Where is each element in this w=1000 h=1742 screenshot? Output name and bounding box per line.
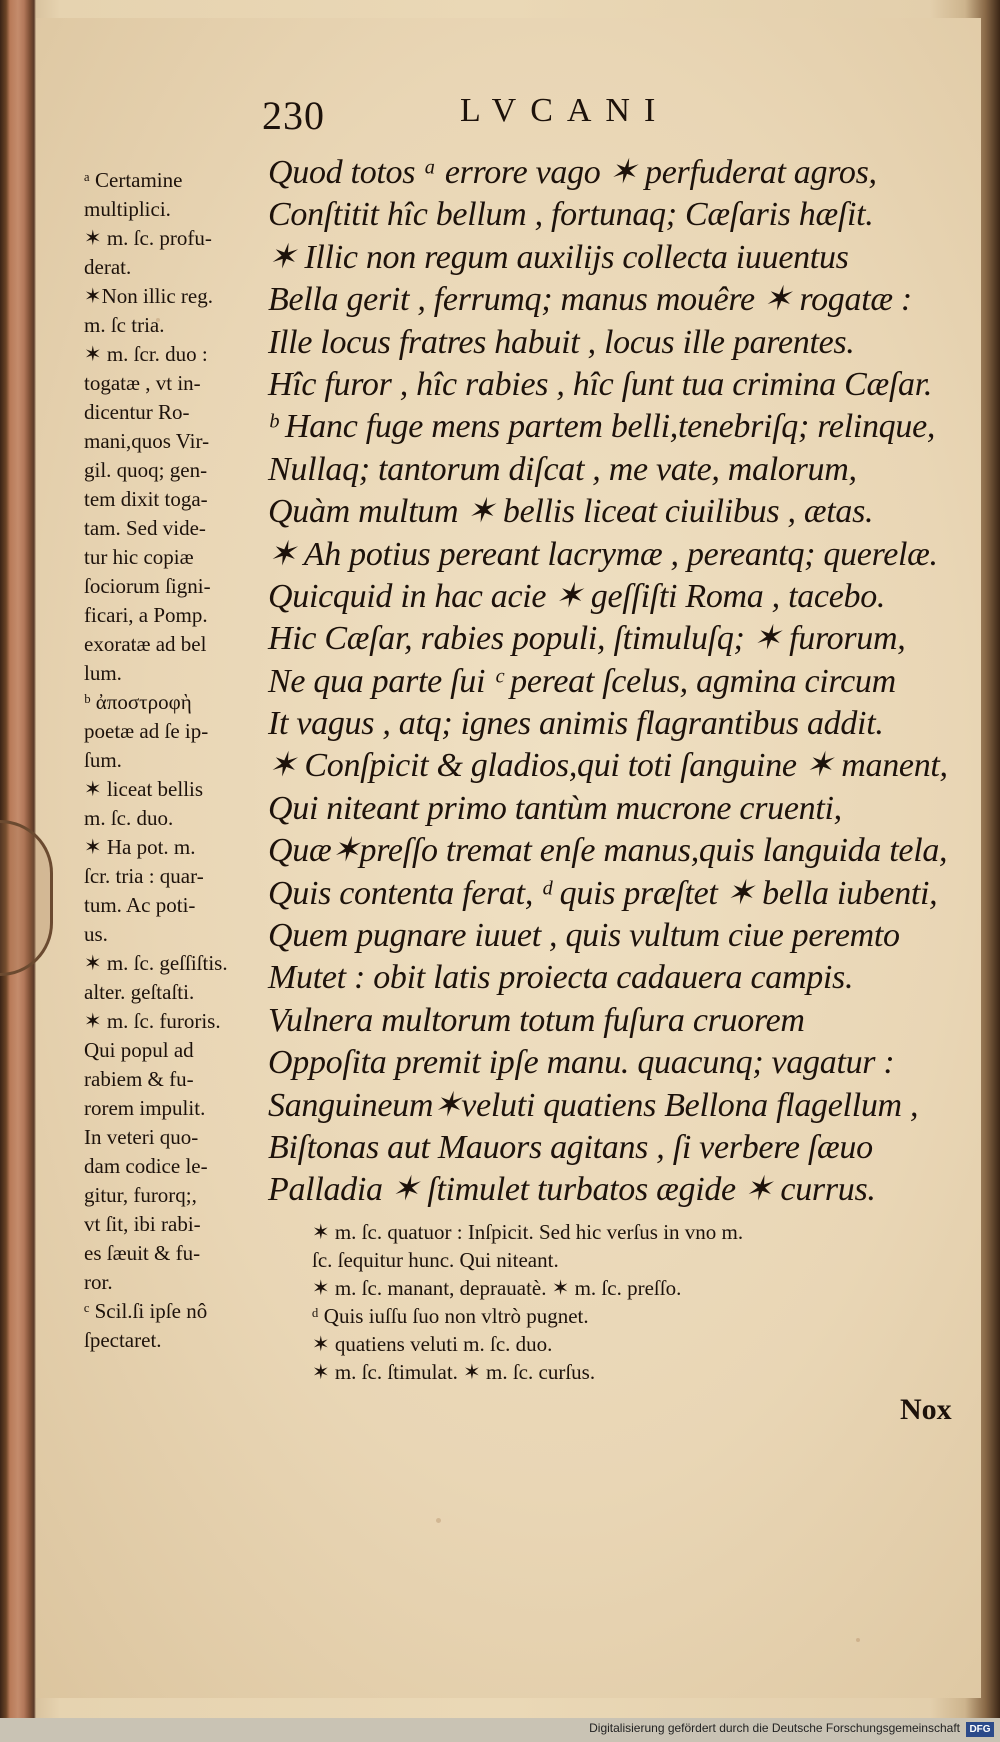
margin-note-line: m. ſc tria.: [84, 313, 165, 337]
margin-note-line: ✶Non illic reg.: [84, 284, 213, 308]
margin-note-line: In veteri quo-: [84, 1125, 199, 1149]
margin-note-line: togatæ , vt in-: [84, 371, 201, 395]
footnote-line: ſc. ſequitur hunc. Qui niteant.: [312, 1248, 559, 1272]
margin-note-line: ſociorum ſigni-: [84, 574, 211, 598]
margin-note-line: gil. quoq; gen-: [84, 458, 208, 482]
margin-note-line: ficari, a Pomp.: [84, 603, 208, 627]
margin-note-line: us.: [84, 922, 108, 946]
digitization-credit-bar: [0, 1718, 1000, 1742]
footnote-line: ✶ m. ſc. ſtimulat. ✶ m. ſc. curſus.: [312, 1360, 596, 1384]
margin-note-line: rabiem & fu-: [84, 1067, 194, 1091]
margin-note-line: vt ſit, ibi rabi-: [84, 1212, 201, 1236]
margin-note-line: ✶ m. ſc. geſſiſtis.: [84, 951, 228, 975]
margin-note-line: dicentur Ro-: [84, 400, 190, 424]
verse-line: Hîc furor , hîc rabies , hîc ſunt tua crimina Cæſar.: [268, 365, 933, 403]
margin-note-line: tum. Ac poti-: [84, 893, 196, 917]
margin-note-line: ror.: [84, 1270, 113, 1294]
footnotes: [312, 1218, 952, 1386]
margin-note-line: gitur, furorq;,: [84, 1183, 197, 1207]
margin-note-line: mani,quos Vir-: [84, 429, 210, 453]
footnote-line: ✶ quatiens veluti m. ſc. duo.: [312, 1332, 553, 1356]
verse-line: Quàm multum ✶ bellis liceat ciuilibus , ætas.: [268, 493, 874, 531]
verse-line: Qui niteant primo tantùm mucrone cruenti,: [268, 789, 842, 827]
margin-note-line: derat.: [84, 255, 132, 279]
verse-line: Quæ✶preſſo tremat enſe manus,quis languida tela,: [268, 832, 948, 870]
margin-note-line: exoratæ ad bel: [84, 632, 207, 656]
margin-note-line: rorem impulit.: [84, 1096, 206, 1120]
verse-line: Ne qua parte ſui ᶜ pereat ſcelus, agmina circum: [268, 662, 896, 700]
verse-line: Palladia ✶ ſtimulet turbatos ægide ✶ currus.: [268, 1171, 876, 1209]
margin-note-line: ✶ Ha pot. m.: [84, 835, 196, 859]
verse-line: Sanguineum✶veluti quatiens Bellona flagellum ,: [268, 1086, 919, 1124]
margin-note-line: ſpectaret.: [84, 1328, 162, 1352]
footnote-line: ✶ m. ſc. manant, deprauatè. ✶ m. ſc. preſſo.: [312, 1276, 682, 1300]
marginal-notes: [84, 166, 279, 1355]
margin-note-line: poetæ ad ſe ip-: [84, 719, 209, 743]
margin-note-line: ᶜ Scil.ſi ipſe nô: [84, 1299, 208, 1323]
page-number: 230: [262, 93, 325, 138]
verse-line: ✶ Conſpicit & gladios,qui toti ſanguine ✶ manent,: [268, 747, 948, 785]
verse-line: Ille locus fratres habuit , locus ille parentes.: [268, 323, 855, 361]
margin-note-line: ✶ m. ſc. furoris.: [84, 1009, 221, 1033]
verse-line: ✶ Illic non regum auxilijs collecta iuuentus: [268, 238, 849, 276]
margin-note-line: ſum.: [84, 748, 122, 772]
verse-line: Quod totos ᵃ errore vago ✶ perfuderat agros,: [268, 154, 877, 191]
margin-note-line: multiplici.: [84, 197, 171, 221]
margin-note-line: ✶ liceat bellis: [84, 777, 204, 801]
page-header: [0, 92, 1000, 142]
footnote-line: ᵈ Quis iuſſu ſuo non vltrò pugnet.: [312, 1304, 589, 1328]
verse-text: [268, 152, 968, 1212]
margin-note-line: es ſæuit & fu-: [84, 1241, 201, 1265]
verse-line: Quicquid in hac acie ✶ geſſiſti Roma , tacebo.: [268, 577, 886, 615]
margin-note-line: lum.: [84, 661, 122, 685]
verse-line: Hic Cæſar, rabies populi, ſtimuluſq; ✶ furorum,: [268, 620, 906, 658]
verse-line: Nullaq; tantorum diſcat , me vate, malorum,: [268, 450, 857, 488]
verse-line: It vagus , atq; ignes animis flagrantibus addit.: [268, 705, 884, 743]
margin-note-line: ᵇ ἀποστροφὴ: [84, 690, 192, 714]
margin-note-line: Qui popul ad: [84, 1038, 194, 1062]
verse-line: Bella gerit , ferrumq; manus mouêre ✶ rogatæ :: [268, 281, 912, 319]
verse-line: Biſtonas aut Mauors agitans , ſi verbere ſæuo: [268, 1128, 873, 1166]
footnote-line: ✶ m. ſc. quatuor : Inſpicit. Sed hic verſus in vno m.: [312, 1220, 744, 1244]
catchword: Nox: [900, 1393, 952, 1426]
margin-note-line: m. ſc. duo.: [84, 806, 174, 830]
margin-note-line: ✶ m. ſc. profu-: [84, 226, 212, 250]
margin-note-line: ✶ m. ſcr. duo :: [84, 342, 208, 366]
verse-line: Vulnera multorum totum fuſura cruorem: [268, 1001, 805, 1039]
margin-note-line: tam. Sed vide-: [84, 516, 206, 540]
margin-note-line: ᵃ Certamine: [84, 168, 183, 192]
running-head: LVCANI: [460, 92, 670, 129]
margin-note-line: alter. geſtaſti.: [84, 980, 195, 1004]
verse-line: Conſtitit hîc bellum , fortunaq; Cæſaris hæſit.: [268, 196, 874, 234]
dfg-logo: DFG: [966, 1722, 994, 1737]
verse-line: Mutet : obit latis proiecta cadauera campis.: [268, 959, 854, 997]
verse-line: ᵇ Hanc fuge mens partem belli,tenebriſq; relinque,: [268, 408, 936, 446]
margin-note-line: ſcr. tria : quar-: [84, 864, 204, 888]
paper-speck: [856, 1638, 860, 1642]
margin-note-line: tem dixit toga-: [84, 487, 208, 511]
verse-line: Quem pugnare iuuet , quis vultum ciue peremto: [268, 917, 900, 955]
paper-speck: [436, 1518, 441, 1523]
margin-note-line: dam codice le-: [84, 1154, 208, 1178]
margin-note-line: tur hic copiæ: [84, 545, 194, 569]
verse-line: Oppoſita premit ipſe manu. quacunq; vagatur :: [268, 1044, 895, 1082]
verse-line: ✶ Ah potius pereant lacrymæ , pereantq; querelæ.: [268, 535, 938, 573]
verse-line: Quis contenta ferat, ᵈ quis præſtet ✶ bella iubenti,: [268, 874, 938, 912]
credit-text: Digitalisierung gefördert durch die Deutsche Forschungsgemeinschaft: [589, 1721, 960, 1735]
